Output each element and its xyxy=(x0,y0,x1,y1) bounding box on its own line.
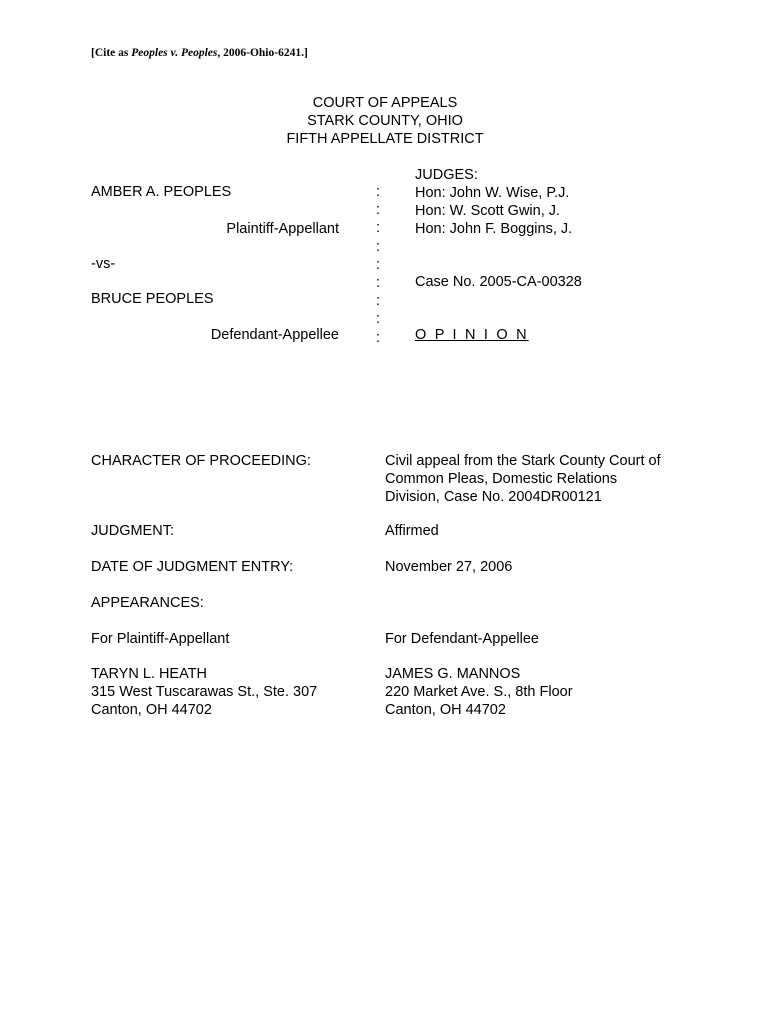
proceeding-line: Division, Case No. 2004DR00121 xyxy=(385,489,602,505)
plaintiff-counsel-address xyxy=(91,665,317,719)
caption-colon: : xyxy=(376,220,381,237)
caption-colon-column xyxy=(376,183,380,347)
counsel-street: 220 Market Ave. S., 8th Floor xyxy=(385,684,573,700)
citation-case-name: Peoples v. Peoples xyxy=(131,47,218,59)
plaintiff-counsel-heading: For Plaintiff-Appellant xyxy=(91,631,230,647)
counsel-city: Canton, OH 44702 xyxy=(91,702,212,718)
judges-block xyxy=(415,166,572,238)
date-value: November 27, 2006 xyxy=(385,559,513,575)
caption-colon: : xyxy=(376,238,381,255)
defendant-name: BRUCE PEOPLES xyxy=(91,291,214,307)
versus-label: -vs- xyxy=(91,256,116,272)
caption-colon: : xyxy=(376,256,381,273)
counsel-street: 315 West Tuscarawas St., Ste. 307 xyxy=(91,684,318,700)
proceeding-label: CHARACTER OF PROCEEDING: xyxy=(91,453,311,469)
defendant-counsel-heading: For Defendant-Appellee xyxy=(385,631,539,647)
judgment-value: Affirmed xyxy=(385,523,439,539)
proceeding-line: Civil appeal from the Stark County Court of xyxy=(385,453,661,469)
appearances-label: APPEARANCES: xyxy=(91,595,204,611)
defendant-role: Defendant-Appellee xyxy=(210,327,339,343)
defendant-counsel-address xyxy=(385,665,573,719)
caption-colon: : xyxy=(376,293,381,310)
caption-colon: : xyxy=(376,184,381,200)
citation-line xyxy=(91,44,308,62)
proceeding-line: Common Pleas, Domestic Relations xyxy=(385,471,618,487)
court-name: COURT OF APPEALS xyxy=(312,95,458,111)
opinion-title: O P I N I O N xyxy=(415,327,529,343)
court-county: STARK COUNTY, OHIO xyxy=(307,113,463,129)
caption-colon: : xyxy=(376,311,381,328)
case-number: Case No. 2005-CA-00328 xyxy=(415,274,582,290)
caption-colon: : xyxy=(376,202,381,219)
date-label: DATE OF JUDGMENT ENTRY: xyxy=(91,559,294,575)
caption-colon: : xyxy=(376,275,381,292)
judgment-label: JUDGMENT: xyxy=(91,523,174,539)
citation-suffix: , 2006-Ohio-6241.] xyxy=(217,47,308,59)
counsel-name: JAMES G. MANNOS xyxy=(385,666,521,682)
citation-prefix: [Cite as xyxy=(91,47,132,59)
judge-name: Hon: W. Scott Gwin, J. xyxy=(415,203,561,219)
caption-colon: : xyxy=(376,329,381,346)
court-header xyxy=(0,94,770,148)
judge-name: Hon: John F. Boggins, J. xyxy=(415,221,573,237)
proceeding-description xyxy=(385,452,661,506)
counsel-name: TARYN L. HEATH xyxy=(91,666,208,682)
plaintiff-name: AMBER A. PEOPLES xyxy=(91,184,232,200)
counsel-city: Canton, OH 44702 xyxy=(385,702,506,718)
judges-heading: JUDGES: xyxy=(415,167,478,183)
court-district: FIFTH APPELLATE DISTRICT xyxy=(286,131,484,147)
judge-name: Hon: John W. Wise, P.J. xyxy=(415,185,570,201)
plaintiff-role: Plaintiff-Appellant xyxy=(226,221,339,237)
